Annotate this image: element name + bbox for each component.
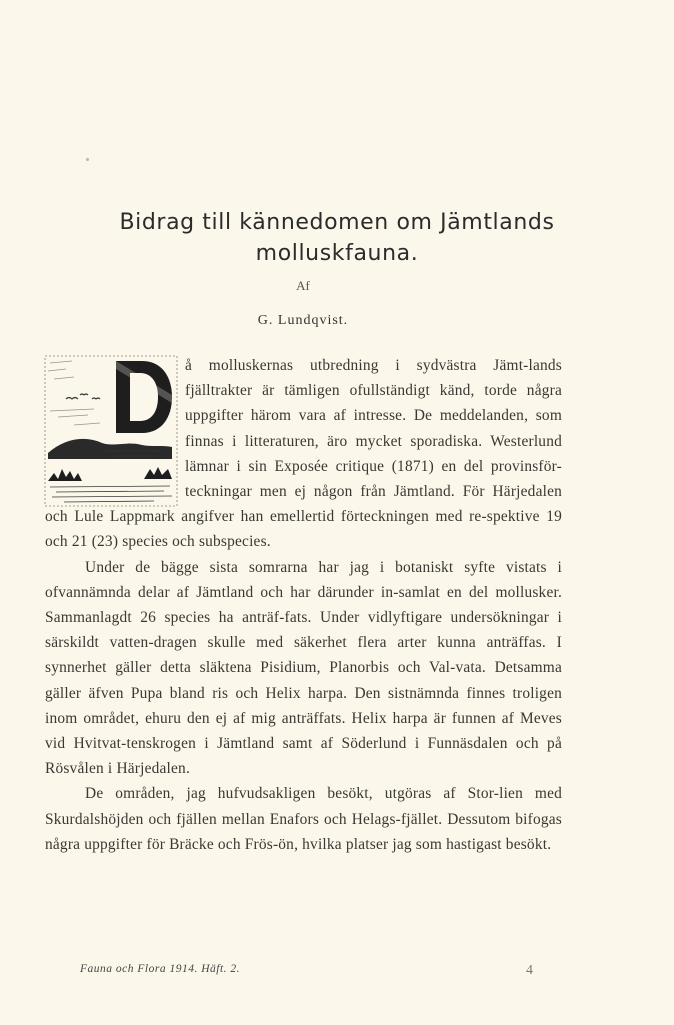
paragraph-3: De områden, jag hufvudsakligen besökt, utgöras af Stor-lien med Skurdalshöjden och fjällen mellan Enafors och Helags-fjället. Dessutom bifogas några uppgifter för Bräcke och Frös-ön, hvilka platser jag som hastigast besökt. <box>45 785 562 853</box>
byline-prefix: Af <box>296 278 310 293</box>
title-line-1: Bidrag till kännedomen om Jämtlands <box>119 210 555 235</box>
author-name: G. Lundqvist. <box>257 313 349 328</box>
journal-footer: Fauna och Flora 1914. Häft. 2. <box>80 963 241 975</box>
dropcap-space <box>45 353 185 503</box>
paragraph-2: Under de bägge sista somrarna har jag i botaniskt syfte vistats i ofvannämnda delar af Jämtland och har därunder in-samlat en del mollusker. Sammanlagdt 26 species ha anträf-fats. Under vidlyftigare undersökningar i särskildt vatten-dragen skulle med säkerhet flera arter kunna anträffas. I synnerhet gäller detta släktena Pisidium, Planorbis och Val-vata. Detsamma gäller äfven Pupa bland ris och Helix harpa. Den sistnämnda finnes troligen inom området, ehuru den ej af mig anträffats. Helix harpa är funnen af Meves vid Hvitvat-tenskrogen i Jämtland samt af Söderlund i Funnäsdalen och på Rösvålen i Härjedalen. <box>45 558 562 778</box>
title-line-2: molluskfauna. <box>255 241 419 266</box>
ink-speck <box>86 158 89 161</box>
paragraph-1: å molluskernas utbredning i sydvästra Jämt-lands fjälltrakter är tämligen ofullständigt känd, torde några uppgifter härom vara af intresse. De meddelanden, som finnas i litteraturen, äro mycket sporadiska. Westerlund lämnar i sin Exposée critique (1871) en del provinsför-teckningar men ej någon från Jämtland. För Härjedalen och Lule Lappmark angifver han emellertid förteckningen med re-spektive 19 och 21 (23) species och subspecies. <box>45 357 562 551</box>
article-title <box>40 207 634 269</box>
sheet-signature: 4 <box>526 963 533 978</box>
body-text <box>45 353 562 857</box>
